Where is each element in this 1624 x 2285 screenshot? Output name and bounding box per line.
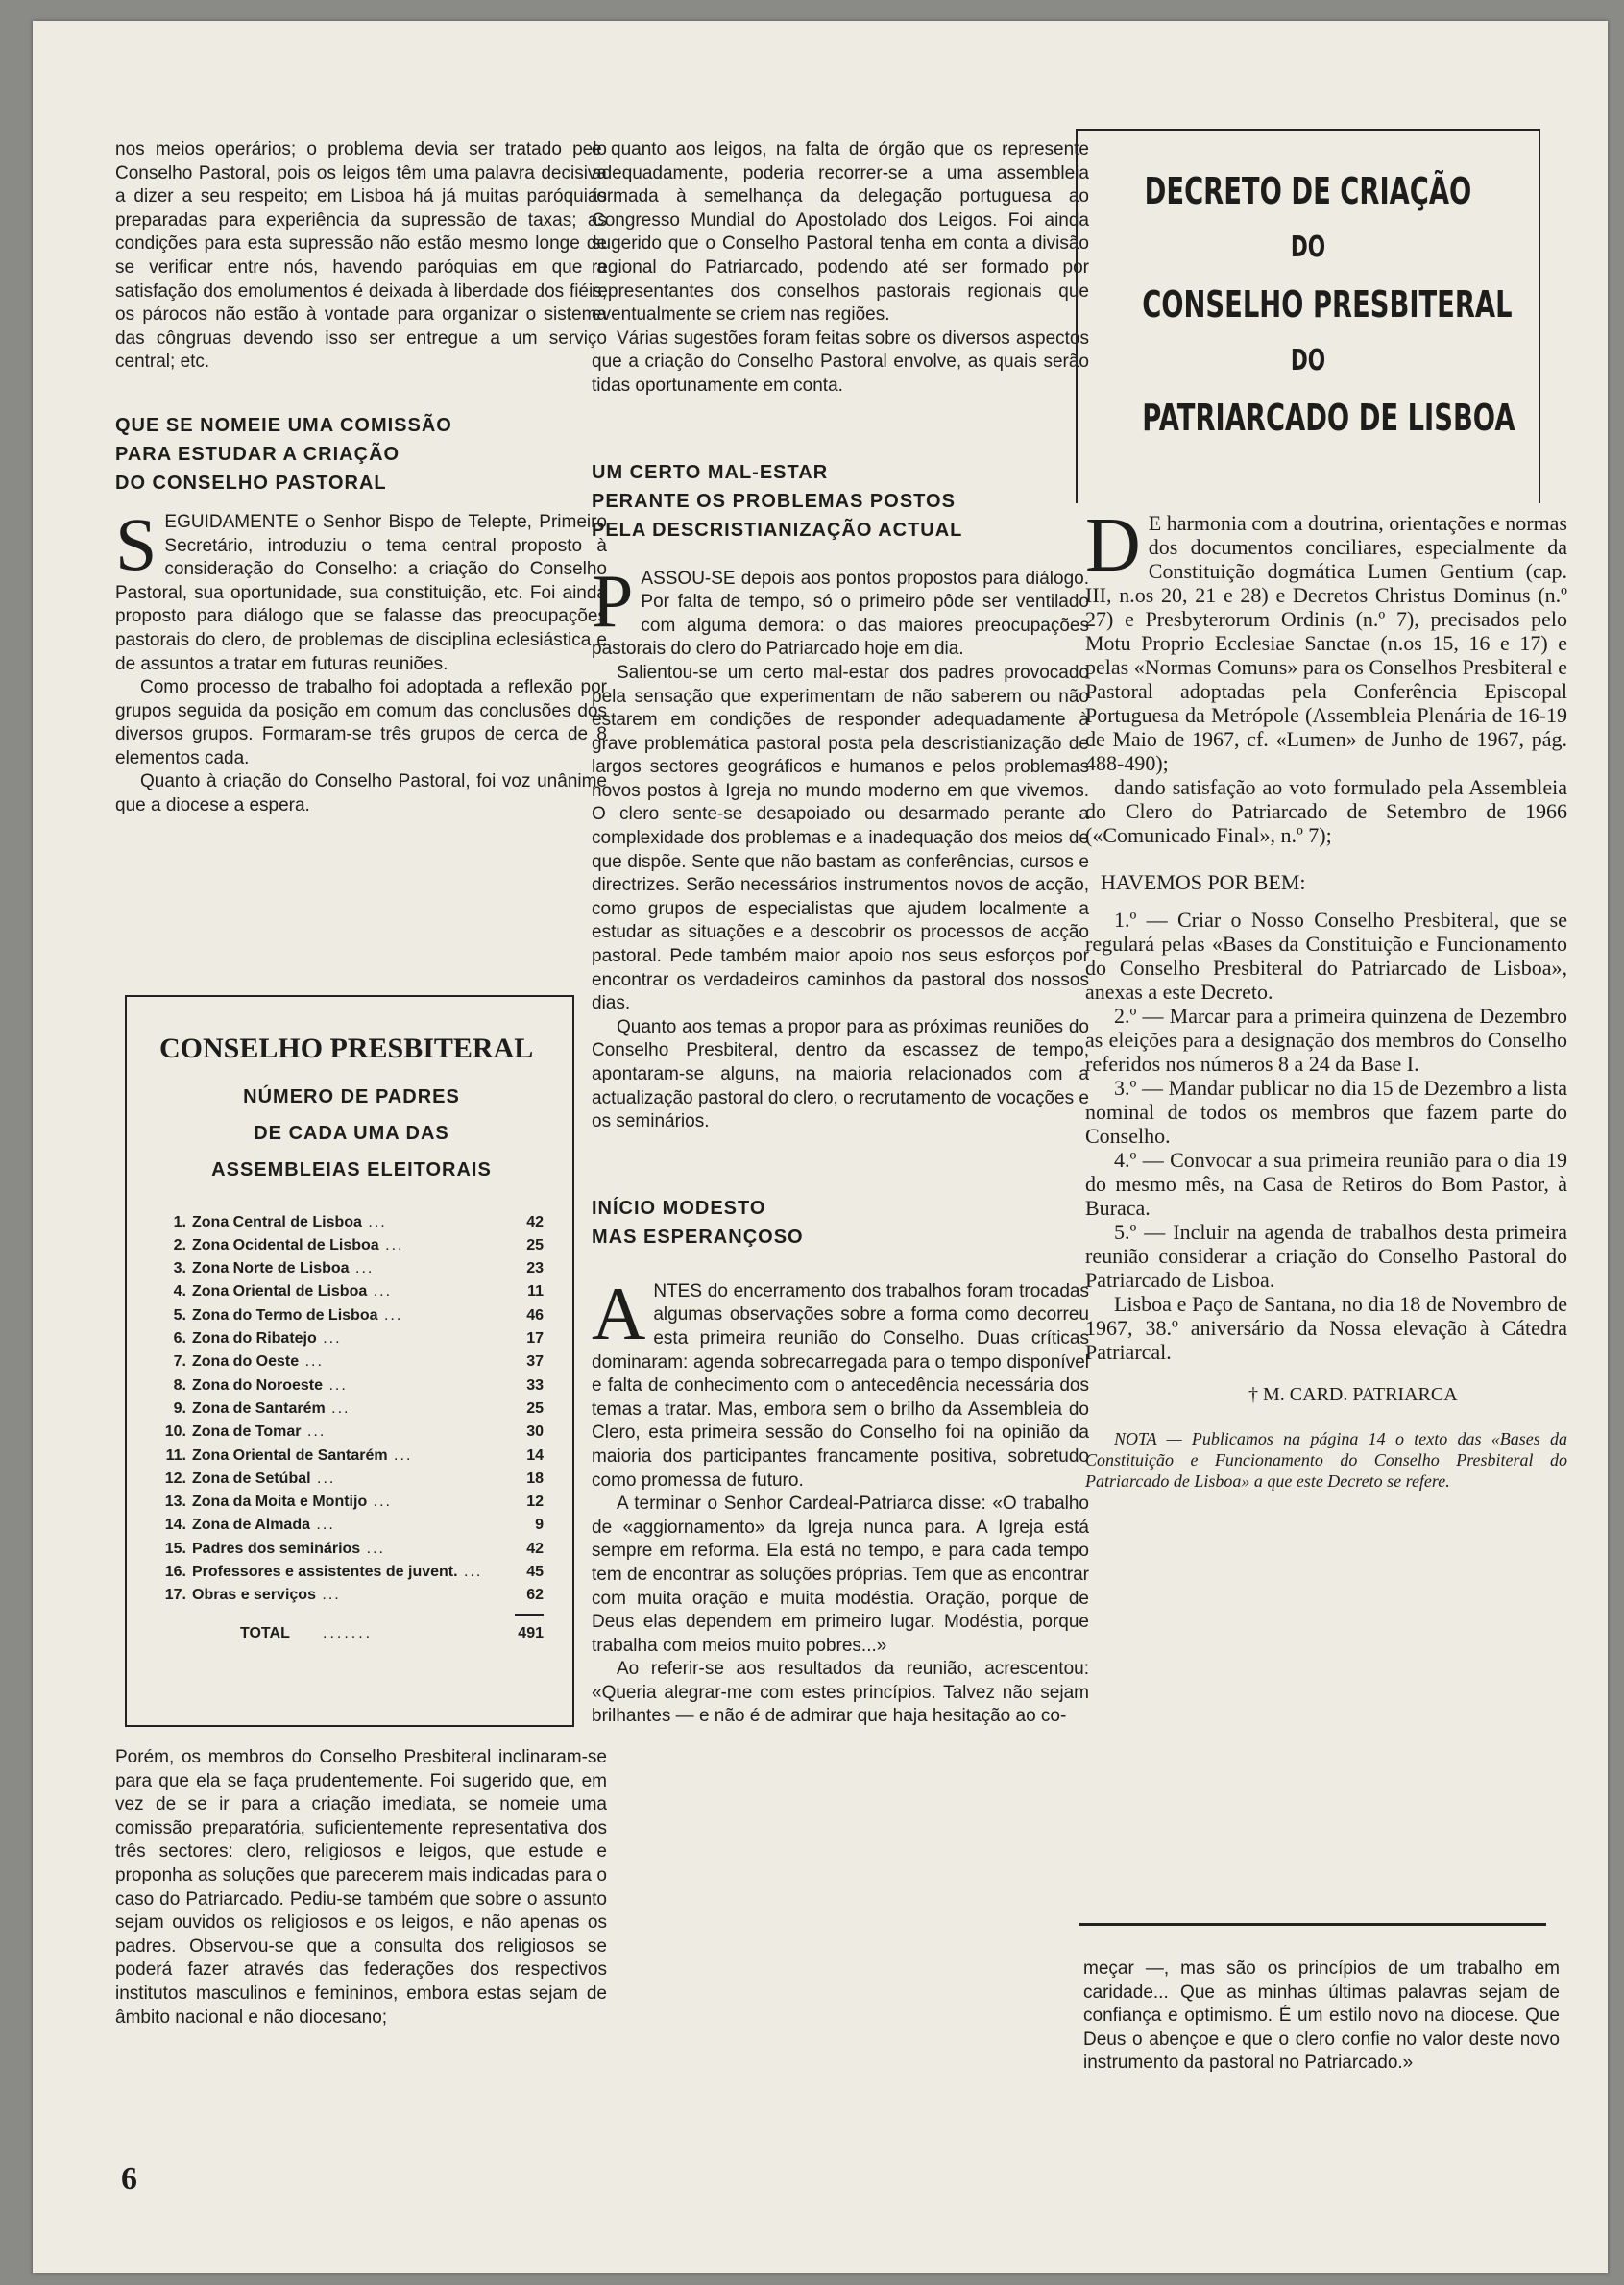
col2-paragraph-8: Ao referir-se aos resultados da reunião, acrescentou: «Queria alegrar-me com estes princípios. Talvez não sejam brilhantes — e não é de admirar que haja hesitação ao co-: [592, 1659, 1089, 1727]
table-row: [159, 1421, 544, 1444]
heading-comissao-line-3: DO CONSELHO PASTORAL: [115, 472, 387, 494]
row-value: 37: [526, 1353, 544, 1371]
row-number: 15.: [164, 1540, 186, 1557]
col1-paragraph-5: Porém, os membros do Conselho Presbiteral inclinaram-se para que ela se faça prudentemente. Foi sugerido que, em vez de se ir para a criação imediata, se nomeie uma comissão preparatória, suficientemente representativa dos três sectores: clero, religiosos e leigos, que estude e proponha as soluções que parecerem mais indicadas para o caso do Patriarcado. Pediu-se também que sobre o assunto sejam ouvidos os religiosos e os leigos, e não apenas os padres. Observou-se que a consulta dos religiosos se poderá fazer através das federações dos respectivos institutos masculinos e femininos, embora estas sejam de âmbito nacional e não diocesano;: [115, 1747, 607, 2028]
col1-paragraph-3: Como processo de trabalho foi adoptada a reflexão por grupos seguida da posição em comum das conclusões dos diversos grupos. Formaram-se três grupos de cerca de 8 elementos cada.: [115, 677, 607, 768]
table-row: [159, 1561, 544, 1584]
decree-title-line-1: DECRETO DE CRIAÇÃO: [1144, 170, 1472, 212]
heading-mal-estar: [592, 458, 1089, 545]
padres-table-box: [125, 995, 574, 1727]
decree-title-box: [1076, 129, 1540, 503]
col2-paragraph-1: e quanto aos leigos, na falta de órgão que os represente adequadamente, poderia recorrer-se a uma assembleia formada à semelhança da delegação portuguesa ao Congresso Mundial do Apostolado dos Leigos. Foi ainda sugerido que o Conselho Pastoral tenha em conta a divisão regional do Patriarcado, podendo até ser formado por representantes dos conselhos pastorais regionais que eventualmente se criem nas regiões.: [592, 139, 1089, 326]
row-number: 17.: [164, 1587, 186, 1604]
page-number: 6: [121, 2161, 137, 2197]
row-label-text: Zona Oriental de Lisboa: [192, 1283, 368, 1301]
row-label: [192, 1398, 505, 1421]
row-label: [192, 1538, 505, 1561]
decree-item-4: 4.º — Convocar a sua primeira reunião para o dia 19 do mesmo mês, na Casa de Retiros do Bom Pastor, à Buraca.: [1085, 1148, 1567, 1220]
row-number: 16.: [164, 1564, 186, 1581]
row-label: [192, 1327, 505, 1350]
decree-item-2: 2.º — Marcar para a primeira quinzena de Dezembro as eleições para a designação dos membros do Conselho referidos nos números 8 a 24 da Base I.: [1085, 1004, 1567, 1076]
table-row: [159, 1280, 544, 1303]
total-leader-dots: .......: [323, 1624, 374, 1641]
row-value: 11: [527, 1283, 544, 1301]
row-value: 12: [526, 1494, 544, 1511]
heading-inicio-line-1: INÍCIO MODESTO: [592, 1197, 766, 1219]
decree-nota: NOTA — Publicamos na página 14 o texto das «Bases da Constituição e Funcionamento do Conselho Presbiteral do Patriarcado de Lisboa» a que este Decreto se refere.: [1085, 1429, 1567, 1491]
drop-cap-s: S: [115, 501, 158, 586]
col2-paragraph-2: Várias sugestões foram feitas sobre os diversos aspectos que a criação do Conselho Pastoral envolve, as quais serão tidas oportunamente em conta.: [592, 328, 1089, 396]
row-label-text: Zona do Noroeste: [192, 1376, 324, 1394]
drop-cap-d: D: [1085, 503, 1141, 588]
row-value: 42: [526, 1213, 544, 1230]
total-rule: [515, 1614, 544, 1616]
table-row: [159, 1234, 544, 1257]
leader-dots: ...: [323, 1376, 348, 1394]
row-label: [192, 1234, 505, 1257]
leader-dots: ...: [378, 1236, 404, 1253]
row-number: 12.: [164, 1470, 186, 1487]
table-row: [159, 1304, 544, 1327]
row-value: 23: [526, 1260, 544, 1277]
row-number: 4.: [173, 1283, 186, 1301]
row-value: 17: [526, 1330, 544, 1348]
row-number: 1.: [173, 1213, 186, 1230]
row-value: 62: [526, 1587, 544, 1604]
table-row: [159, 1398, 544, 1421]
column-1-bottom: [115, 1746, 607, 2030]
row-label: [192, 1584, 505, 1607]
column-3: [1085, 503, 1567, 1492]
leader-dots: ...: [367, 1283, 393, 1301]
row-number: 6.: [173, 1330, 186, 1348]
row-label-text: Zona Central de Lisboa: [192, 1213, 362, 1230]
table-row: [159, 1538, 544, 1561]
row-label: [192, 1257, 505, 1280]
decree-havemos: HAVEMOS POR BEM:: [1101, 870, 1306, 894]
row-number: 13.: [164, 1494, 186, 1511]
table-row: [159, 1211, 544, 1234]
leader-dots: ...: [301, 1423, 327, 1441]
row-value: 45: [526, 1564, 544, 1581]
leader-dots: ...: [360, 1540, 385, 1557]
col1-paragraph-2: EGUIDAMENTE o Senhor Bispo de Telepte, Primeiro Secretário, introduziu o tema central proposto à consideração do Conselho: a criação do Conselho Pastoral, sua oportunidade, sua constituição, etc. Foi ainda proposto para diálogo que se falasse das preocupações pastorais do clero, de problemas de disciplina eclesiástica e de assuntos a tratar em futuras reuniões.: [115, 511, 607, 674]
leader-dots: ...: [310, 1470, 336, 1487]
table-row: [159, 1327, 544, 1350]
leader-dots: ...: [377, 1306, 403, 1324]
leader-dots: ...: [315, 1587, 341, 1604]
leader-dots: ...: [325, 1399, 351, 1417]
row-label: [192, 1561, 505, 1584]
row-number: 8.: [173, 1376, 186, 1394]
table-row: [159, 1350, 544, 1373]
col2-paragraph-5: Quanto aos temas a propor para as próximas reuniões do Conselho Presbiteral, dentro da escassez de tempo, apontaram-se alguns, na maioria relacionados com a actualização pastoral do clero, o recrutamento de vocações e os seminários.: [592, 1016, 1089, 1132]
table-box-subtitle-3: ASSEMBLEIAS ELEITORAIS: [211, 1158, 492, 1180]
decree-item-1: 1.º — Criar o Nosso Conselho Presbiteral, que se regulará pelas «Bases da Constituição e Funcionamento do Conselho Presbiteral do Patriarcado de Lisboa», anexas a este Decreto.: [1085, 908, 1567, 1004]
table-row: [159, 1445, 544, 1468]
row-value: 33: [526, 1376, 544, 1394]
row-number: 5.: [173, 1306, 186, 1324]
row-number: 3.: [173, 1260, 186, 1277]
decree-title-line-2: DO: [1290, 231, 1326, 264]
row-number: 10.: [164, 1423, 186, 1441]
row-label-text: Zona de Almada: [192, 1517, 310, 1534]
row-value: 9: [535, 1517, 544, 1534]
decree-paragraph-1: E harmonia com a doutrina, orientações e normas dos documentos conciliares, especialmente da Constituição dogmática Lumen Gentium (cap. III, n.os 20, 21 e 28) e Decretos Christus Dominus (n.º 27) e Presbyterorum Ordinis (n.º 7), precisados pelo Motu Proprio Ecclesiae Sanctae (n.os 15, 16 e 17) e pelas «Normas Comuns» para os Conselhos Presbiteral e Pastoral adoptadas pela Conferência Episcopal Portuguesa da Metrópole (Assembleia Plenária de 16-19 de Maio de 1967, cf. «Lumen» de Junho de 1967, pág. 488-490);: [1085, 511, 1567, 775]
row-label: [192, 1421, 505, 1444]
row-number: 7.: [173, 1353, 186, 1371]
row-label: [192, 1468, 505, 1491]
decree-paragraph-2: dando satisfação ao voto formulado pela Assembleia do Clero do Patriarcado de Setembro de 1966 («Comunicado Final», n.º 7);: [1085, 775, 1567, 847]
row-value: 25: [526, 1399, 544, 1417]
continuation-paragraph: meçar —, mas são os princípios de um trabalho em caridade... Que as minhas últimas palavras sejam de confiança e optimismo. É um estilo novo na diocese. Que Deus o abençoe e que o clero confie no valor deste novo instrumento da pastoral no Patriarcado.»: [1083, 1958, 1560, 2074]
row-label-text: Zona Ocidental de Lisboa: [192, 1236, 379, 1253]
row-label-text: Zona do Ribatejo: [192, 1330, 317, 1348]
leader-dots: ...: [299, 1353, 324, 1371]
magazine-page: [33, 21, 1608, 2273]
row-number: 9.: [173, 1399, 186, 1417]
row-value: 14: [526, 1446, 544, 1464]
row-label: [192, 1280, 505, 1303]
decree-signature: † M. CARD. PATRIARCA: [1248, 1384, 1458, 1405]
row-label: [192, 1304, 505, 1327]
column-3-bottom: [1083, 1957, 1560, 2076]
heading-inicio-modesto: [592, 1194, 1089, 1252]
heading-comissao-line-2: PARA ESTUDAR A CRIAÇÃO: [115, 443, 400, 465]
row-label-text: Zona Norte de Lisboa: [192, 1260, 350, 1277]
heading-mal-estar-line-3: PELA DESCRISTIANIZAÇÃO ACTUAL: [592, 519, 963, 541]
leader-dots: ...: [457, 1564, 483, 1581]
table-row: [159, 1491, 544, 1514]
row-number: 11.: [165, 1446, 186, 1464]
decree-place-date: Lisboa e Paço de Santana, no dia 18 de Novembro de 1967, 38.º aniversário da Nossa elevação à Cátedra Patriarcal.: [1085, 1292, 1567, 1364]
col2-paragraph-4: Salientou-se um certo mal-estar dos padres provocado pela sensação que experimentam de não saberem ou não estarem em condições de responder adequadamente à grave problemática pastoral posta pela descristianização de largos sectores geográficos e humanos e pelos problemas novos postos à Igreja no mundo moderno em que vivemos. O clero sente-se desapoiado ou desarmado perante a complexidade dos problemas e a inadequação dos meios de que dispõe. Sente que não bastam as conferências, cursos e directrizes. Serão necessários instrumentos novos de acção, como grupos de especialistas que ajudem localmente a estudar as situações e a descobrir os processos de acção pastoral. Pede também maior apoio nos seus esforços por encontrar os verdadeiros caminhos da pastoral dos nossos dias.: [592, 662, 1089, 1014]
row-number: 14.: [164, 1517, 186, 1534]
row-label: [192, 1374, 505, 1398]
drop-cap-p: P: [592, 558, 634, 643]
decree-item-3: 3.º — Mandar publicar no dia 15 de Dezembro a lista nominal de todos os membros que fazem parte do Conselho.: [1085, 1076, 1567, 1148]
decree-item-5: 5.º — Incluir na agenda de trabalhos desta primeira reunião considerar a criação do Conselho Pastoral do Patriarcado de Lisboa.: [1085, 1220, 1567, 1292]
row-value: 25: [526, 1236, 544, 1253]
row-label-text: Zona de Setúbal: [192, 1470, 311, 1487]
table-row: [159, 1468, 544, 1491]
col2-paragraph-7: A terminar o Senhor Cardeal-Patriarca disse: «O trabalho de «aggiornamento» da Igreja nunca para. A Igreja está sempre em reforma. Ela está no tempo, e para cada tempo tem de encontrar as soluções próprias. Tem que as encontrar com muita oração e muita modéstia. Oração, porque de Deus elas dependem em primeiro lugar. Modéstia, porque trabalha com meios muito pobres...»: [592, 1494, 1089, 1656]
leader-dots: ...: [349, 1260, 375, 1277]
row-value: 30: [526, 1423, 544, 1441]
table-row: [159, 1374, 544, 1398]
row-label-text: Professores e assistentes de juvent.: [192, 1564, 458, 1581]
column-3-divider: [1079, 1923, 1546, 1926]
row-label-text: Padres dos seminários: [192, 1540, 361, 1557]
decree-title-line-3: CONSELHO PRESBITERAL: [1142, 283, 1513, 326]
leader-dots: ...: [361, 1213, 387, 1230]
row-label-text: Zona de Santarém: [192, 1399, 326, 1417]
row-label: [192, 1211, 505, 1234]
leader-dots: ...: [316, 1330, 342, 1348]
heading-comissao-line-1: QUE SE NOMEIE UMA COMISSÃO: [115, 414, 452, 436]
table-row: [159, 1584, 544, 1607]
leader-dots: ...: [309, 1517, 335, 1534]
row-label: [192, 1445, 505, 1468]
row-label: [192, 1350, 505, 1373]
row-label-text: Zona da Moita e Montijo: [192, 1494, 368, 1511]
table-box-title: CONSELHO PRESBITERAL: [159, 1033, 534, 1064]
col2-paragraph-3: ASSOU-SE depois aos pontos propostos para diálogo. Por falta de tempo, só o primeiro pôde ser ventilado com alguma demora: o das maiores preocupações pastorais do clero do Patriarcado hoje em dia.: [592, 568, 1089, 660]
row-value: 42: [526, 1540, 544, 1557]
row-label: [192, 1491, 505, 1514]
table-row: [159, 1257, 544, 1280]
leader-dots: ...: [387, 1446, 413, 1464]
heading-mal-estar-line-1: UM CERTO MAL-ESTAR: [592, 461, 829, 483]
total-value: 491: [518, 1624, 544, 1641]
row-label-text: Obras e serviços: [192, 1587, 316, 1604]
col1-paragraph-1: nos meios operários; o problema devia ser tratado pelo Conselho Pastoral, pois os leigos têm uma palavra decisiva a dizer a seu respeito; em Lisboa há já muitas paróquias preparadas para experiência da supressão de taxas; as condições para esta supressão não estão mesmo longe de se verificar entre nós, havendo paróquias em que a satisfação dos emolumentos é deixada à liberdade dos fiéis; os párocos não estão à vontade para organizar o sistema das côngruas devendo isso ser entregue a um serviço central; etc.: [115, 139, 607, 373]
heading-inicio-line-2: MAS ESPERANÇOSO: [592, 1226, 804, 1248]
row-number: 2.: [173, 1236, 186, 1253]
leader-dots: ...: [367, 1494, 392, 1511]
row-label-text: Zona do Termo de Lisboa: [192, 1306, 378, 1324]
row-label-text: Zona Oriental de Santarém: [192, 1446, 388, 1464]
table-box-subtitle-1: NÚMERO DE PADRES: [243, 1085, 460, 1107]
column-2: [592, 138, 1089, 1729]
padres-table: [159, 1211, 544, 1608]
heading-comissao: [115, 411, 607, 498]
decree-title-line-5: PATRIARCADO DE LISBOA: [1142, 397, 1515, 439]
table-row: [159, 1514, 544, 1537]
row-label-text: Zona de Tomar: [192, 1423, 302, 1441]
heading-mal-estar-line-2: PERANTE OS PROBLEMAS POSTOS: [592, 490, 956, 512]
row-label-text: Zona do Oeste: [192, 1353, 300, 1371]
row-value: 18: [526, 1470, 544, 1487]
col2-paragraph-6: NTES do encerramento dos trabalhos foram trocadas algumas observações sobre a forma como decorreu esta primeira reunião do Conselho. Duas críticas dominaram: agenda sobrecarregada para o tempo disponível e falta de conhecimento com o antecedência necessária dos temas a tratar. Mas, embora sem o brilho da Assembleia do Clero, esta primeira sessão do Conselho foi na opinião da maioria dos participantes francamente positiva, sobretudo como promessa de futuro.: [592, 1280, 1089, 1491]
column-1: [115, 138, 607, 818]
table-box-subtitle-2: DE CADA UMA DAS: [254, 1122, 449, 1144]
col1-paragraph-4: Quanto à criação do Conselho Pastoral, foi voz unânime que a diocese a espera.: [115, 771, 607, 816]
row-value: 46: [526, 1306, 544, 1324]
drop-cap-a: A: [592, 1271, 646, 1355]
decree-title-line-4: DO: [1290, 344, 1326, 377]
row-label: [192, 1514, 505, 1537]
total-label: TOTAL: [240, 1624, 290, 1641]
